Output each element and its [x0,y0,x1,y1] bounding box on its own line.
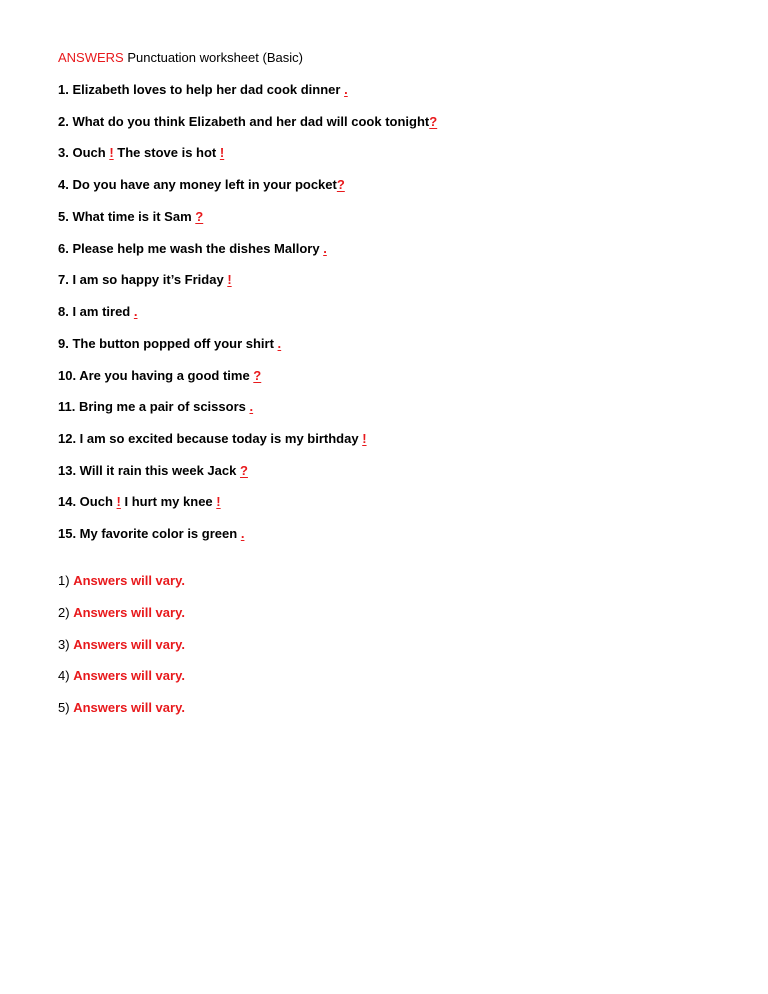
question-text: 3. Ouch [58,145,106,160]
question-15 [58,526,244,542]
answer-mark: ? [429,114,438,129]
open-answer-label: 1) [58,573,70,588]
question-text: 8. I am tired [58,304,131,319]
answer-mark: ? [239,463,248,478]
question-7 [58,272,232,288]
question-text: 7. I am so happy it’s Friday [58,272,224,287]
question-12 [58,431,367,447]
open-answer-2 [58,605,185,621]
question-6 [58,241,327,257]
answer-mark: ! [227,272,232,287]
question-text: 5. What time is it Sam [58,209,192,224]
answer-mark: ! [216,494,221,509]
open-answer-text: Answers will vary. [73,668,185,683]
answer-mark: ? [253,368,262,383]
question-14 [58,494,221,510]
open-answer-label: 3) [58,637,70,652]
answer-mark: ! [116,494,121,509]
open-answer-label: 4) [58,668,70,683]
open-answer-5 [58,700,185,716]
question-11 [58,399,253,415]
question-text-middle: I hurt my knee [124,494,213,509]
question-text: 12. I am so excited because today is my birthday [58,431,359,446]
answer-mark: . [323,241,327,256]
open-answer-text: Answers will vary. [73,637,185,652]
question-3 [58,145,224,161]
question-5 [58,209,203,225]
question-10 [58,368,261,384]
open-answer-4 [58,668,185,684]
answer-mark: ? [336,177,345,192]
open-answer-label: 5) [58,700,70,715]
question-text: 2. What do you think Elizabeth and her dad will cook tonight [58,114,430,129]
open-answer-text: Answers will vary. [73,700,185,715]
question-text: 6. Please help me wash the dishes Mallory [58,241,320,256]
question-13 [58,463,248,479]
question-text: 10. Are you having a good time [58,368,250,383]
title-text: Punctuation worksheet (Basic) [127,50,303,65]
open-answer-label: 2) [58,605,70,620]
question-9 [58,336,281,352]
question-text: 11. Bring me a pair of scissors [58,399,246,414]
answer-mark: ! [109,145,114,160]
answer-mark: . [344,82,348,97]
answer-mark: . [277,336,282,351]
answer-mark: . [240,526,245,541]
answers-label: ANSWERS [58,50,124,65]
answer-mark: ? [195,209,204,224]
question-text-middle: The stove is hot [117,145,217,160]
open-answer-text: Answers will vary. [73,605,185,620]
question-8 [58,304,138,320]
open-answer-text: Answers will vary. [73,573,185,588]
answer-mark: ! [362,431,367,446]
question-text: 15. My favorite color is green [58,526,238,541]
question-text: 14. Ouch [58,494,113,509]
question-2 [58,114,437,130]
answer-mark: . [249,399,254,414]
question-text: 13. Will it rain this week Jack [58,463,237,478]
answer-mark: ! [219,145,225,160]
open-answer-1 [58,573,185,589]
question-text: 1. Elizabeth loves to help her dad cook dinner [58,82,341,97]
question-text: 9. The button popped off your shirt [58,336,274,351]
question-text: 4. Do you have any money left in your pocket [58,177,337,192]
open-answer-3 [58,637,185,653]
question-4 [58,177,345,193]
worksheet-title [58,50,303,66]
answer-mark: . [133,304,138,319]
question-1 [58,82,348,98]
